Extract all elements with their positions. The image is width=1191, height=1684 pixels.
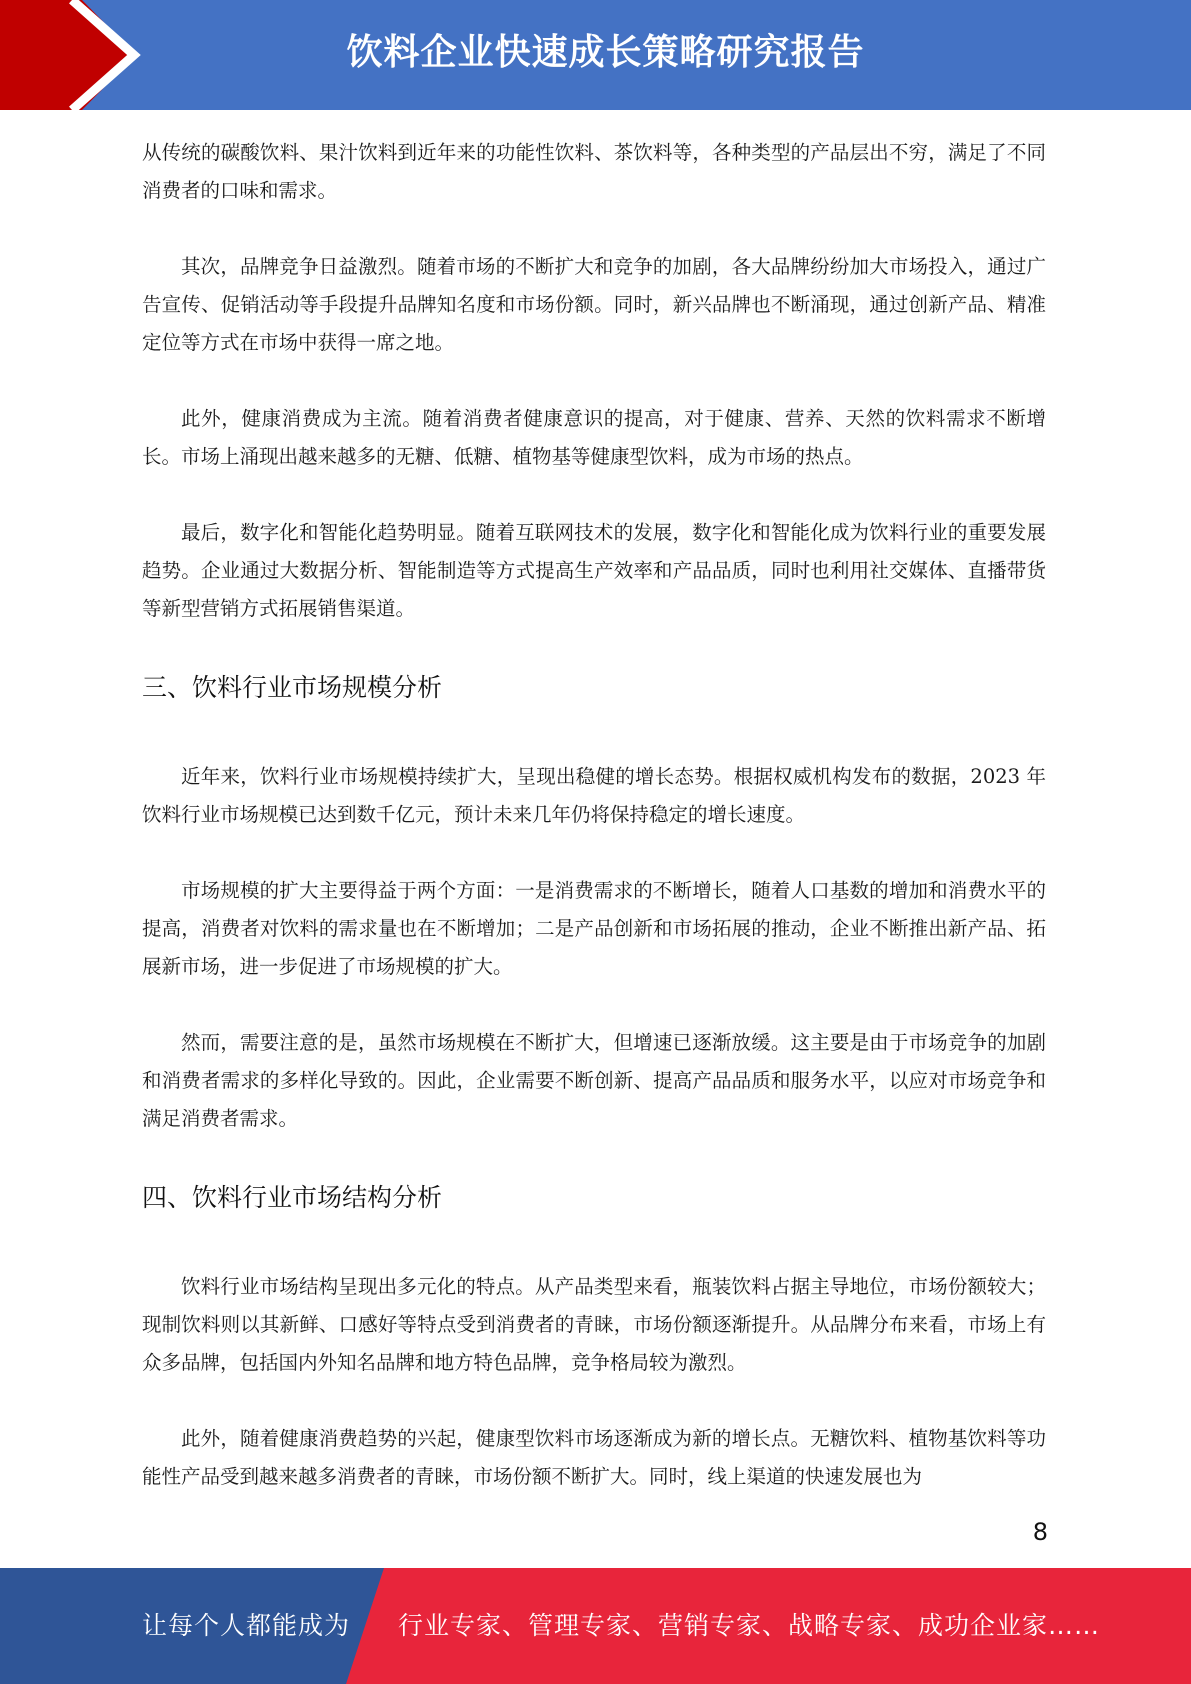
document-title: 饮料企业快速成长策略研究报告	[346, 32, 865, 73]
footer-slogan-right: 行业专家、管理专家、营销专家、战略专家、成功企业家……	[398, 1611, 1101, 1640]
document-body	[142, 134, 1046, 1496]
section-heading-market-size: 三、饮料行业市场规模分析	[142, 673, 443, 702]
page-number: 8	[1032, 1518, 1048, 1546]
paragraph-market-size-drivers: 市场规模的扩大主要得益于两个方面：一是消费需求的不断增长，随着人口基数的增加和消费水平的提高，消费者对饮料的需求量也在不断增加；二是产品创新和市场拓展的推动，企业不断推出新产品、拓展新市场，进一步促进了市场规模的扩大。	[142, 879, 1046, 978]
paragraph-health-consumption: 此外，健康消费成为主流。随着消费者健康意识的提高，对于健康、营养、天然的饮料需求不断增长。市场上涌现出越来越多的无糖、低糖、植物基等健康型饮料，成为市场的热点。	[142, 407, 1046, 468]
paragraph-digitalization: 最后，数字化和智能化趋势明显。随着互联网技术的发展，数字化和智能化成为饮料行业的重要发展趋势。企业通过大数据分析、智能制造等方式提高生产效率和产品品质，同时也利用社交媒体、直播带货等新型营销方式拓展销售渠道。	[142, 521, 1046, 620]
page-header	[0, 0, 1191, 110]
paragraph-product-variety: 从传统的碳酸饮料、果汁饮料到近年来的功能性饮料、茶饮料等，各种类型的产品层出不穷，满足了不同消费者的口味和需求。	[142, 141, 1046, 202]
header-arrow-decoration	[0, 0, 160, 110]
paragraph-healthy-beverage-trend: 此外，随着健康消费趋势的兴起，健康型饮料市场逐渐成为新的增长点。无糖饮料、植物基饮料等功能性产品受到越来越多消费者的青睐，市场份额不断扩大。同时，线上渠道的快速发展也为	[142, 1427, 1046, 1488]
paragraph-market-size-slowdown: 然而，需要注意的是，虽然市场规模在不断扩大，但增速已逐渐放缓。这主要是由于市场竞争的加剧和消费者需求的多样化导致的。因此，企业需要不断创新、提高产品品质和服务水平，以应对市场竞争和满足消费者需求。	[142, 1031, 1046, 1130]
page-footer	[0, 1568, 1191, 1684]
paragraph-brand-competition: 其次，品牌竞争日益激烈。随着市场的不断扩大和竞争的加剧，各大品牌纷纷加大市场投入，通过广告宣传、促销活动等手段提升品牌知名度和市场份额。同时，新兴品牌也不断涌现，通过创新产品、精准定位等方式在市场中获得一席之地。	[142, 255, 1046, 354]
section-heading-market-structure: 四、饮料行业市场结构分析	[142, 1183, 443, 1212]
paragraph-market-size-growth: 近年来，饮料行业市场规模持续扩大，呈现出稳健的增长态势。根据权威机构发布的数据，2023 年饮料行业市场规模已达到数千亿元，预计未来几年仍将保持稳定的增长速度。	[142, 765, 1046, 826]
footer-slogan-left: 让每个人都能成为	[142, 1611, 351, 1640]
paragraph-market-structure: 饮料行业市场结构呈现出多元化的特点。从产品类型来看，瓶装饮料占据主导地位，市场份额较大；现制饮料则以其新鲜、口感好等特点受到消费者的青睐，市场份额逐渐提升。从品牌分布来看，市场上有众多品牌，包括国内外知名品牌和地方特色品牌，竞争格局较为激烈。	[142, 1275, 1046, 1374]
